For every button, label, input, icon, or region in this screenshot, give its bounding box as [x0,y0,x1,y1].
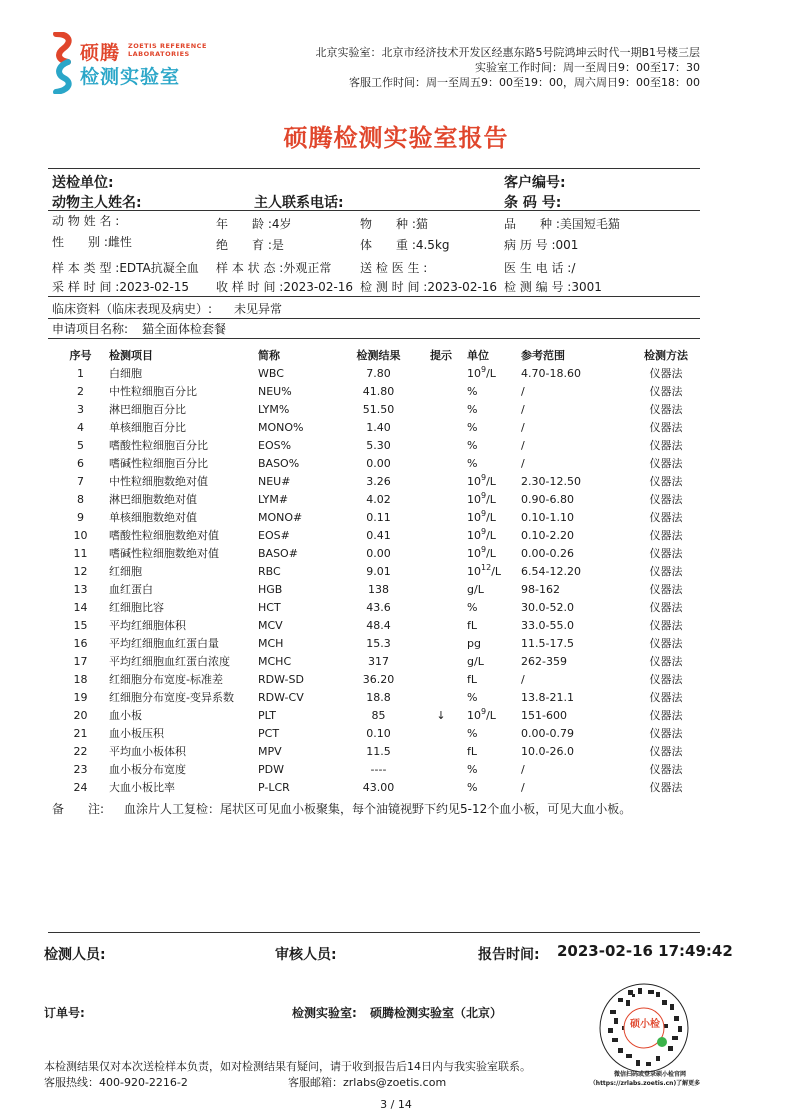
weight-field: 体 重 :4.5kg [360,238,450,252]
cell-abbr: PLT [258,708,276,722]
report-title: 硕腾检测实验室报告 [283,124,509,152]
cell-result: 51.50 [362,402,395,416]
cell-method: 仪器法 [649,367,683,380]
cell-item: 单核细胞百分比 [109,421,186,434]
cell-flag [415,490,467,508]
cell-result: 43.6 [366,600,391,614]
table-header-row [52,346,701,364]
cell-unit: % [467,384,478,398]
doctor-field: 送 检 医 生 : [360,261,428,275]
table-row [52,652,701,670]
project-label: 申请项目名称: [52,322,129,336]
cell-unit: $10^9/L$ [467,544,496,560]
cell-item: 白细胞 [109,367,142,380]
cell-method: 仪器法 [649,673,683,686]
project-value: 猫全面体检套餐 [142,322,227,336]
cell-method: 仪器法 [649,745,683,758]
disclaimer: 本检测结果仅对本次送检样本负责，如对检测结果有疑问，请于收到报告后14日内与我实验室联系。 [44,1060,531,1073]
lab-hours: 实验室工作时间：周一至周日9：00至17：30 [475,61,700,74]
cell-abbr: HCT [258,600,281,614]
cell-method: 仪器法 [649,655,683,668]
cell-result: 11.5 [366,744,391,758]
cell-unit: % [467,726,478,740]
cell-no: 3 [77,402,84,416]
cell-item: 大血小板比率 [109,781,175,794]
cell-abbr: EOS# [258,528,290,542]
cell-abbr: MONO# [258,510,303,524]
cell-method: 仪器法 [649,457,683,470]
cell-result: 18.8 [366,690,391,704]
cell-result: 85 [371,708,386,722]
cell-no: 24 [73,780,88,794]
cell-result: 0.00 [366,456,391,470]
cell-item: 中性粒细胞数绝对值 [109,475,208,488]
tester-label: 检测人员: [44,947,106,963]
cell-unit: $10^9/L$ [467,472,496,488]
cell-method: 仪器法 [649,709,683,722]
test-time-field: 检 测 时 间 :2023-02-16 [360,280,498,294]
cell-range: 30.0-52.0 [521,600,574,614]
remark-text: 血涂片人工复检：尾状区可见血小板聚集，每个油镜视野下约见5-12个血小板，可见大血小板。 [124,802,632,816]
cell-unit: % [467,780,478,794]
cell-abbr: NEU% [258,384,292,398]
cell-no: 5 [77,438,84,452]
cell-range: / [521,438,525,452]
cell-no: 8 [77,492,84,506]
cell-no: 17 [73,654,88,668]
neuter-field: 绝 育 :是 [216,238,284,252]
cell-abbr: NEU# [258,474,291,488]
table-row [52,364,701,382]
cell-range: 98-162 [521,582,560,596]
table-row [52,382,701,400]
cell-flag [415,598,467,616]
cell-item: 平均血小板体积 [109,745,186,758]
cell-flag [415,526,467,544]
cell-result: 0.00 [366,546,391,560]
clinical-label: 临床资料（临床表现及病史）: [52,302,213,316]
cell-method: 仪器法 [649,493,683,506]
table-row [52,724,701,742]
cell-unit: g/L [467,654,484,668]
cell-range: 0.00-0.79 [521,726,574,740]
cell-flag [415,688,467,706]
cell-abbr: RBC [258,564,281,578]
cell-unit: % [467,420,478,434]
cell-abbr: HGB [258,582,283,596]
footer-lab-value: 硕腾检测实验室（北京） [370,1006,503,1020]
cell-method: 仪器法 [649,439,683,452]
cell-item: 嗜酸性粒细胞数绝对值 [109,529,219,542]
cell-range: 0.90-6.80 [521,492,574,506]
sender-label: 送检单位: [52,175,114,191]
cell-flag: ↓ [436,708,446,722]
cell-result: 3.26 [366,474,391,488]
sex-field: 性 别 :雌性 [52,235,132,249]
cell-method: 仪器法 [649,727,683,740]
hotline: 客服热线：400-920-2216-2 [44,1076,188,1089]
service-hours: 客服工作时间：周一至周五9：00至19：00，周六周日9：00至18：00 [349,76,700,89]
cell-unit: % [467,600,478,614]
lab-address: 北京实验室：北京市经济技术开发区经惠东路5号院鸿坤云时代一期B1号楼三层 [315,46,700,59]
clinical-value: 未见异常 [234,302,283,316]
cell-no: 18 [73,672,88,686]
cell-flag [415,382,467,400]
table-row [52,688,701,706]
cell-unit: % [467,762,478,776]
col-unit: 单位 [467,349,489,362]
footer-lab-label: 检测实验室: [292,1006,357,1020]
cell-flag [415,580,467,598]
cell-method: 仪器法 [649,529,683,542]
cell-no: 20 [73,708,88,722]
table-row [52,418,701,436]
cell-unit: % [467,438,478,452]
cell-range: / [521,672,525,686]
cell-no: 19 [73,690,88,704]
cell-result: 5.30 [366,438,391,452]
qr-badge: 硕小检 [630,1019,660,1030]
cell-item: 嗜碱性粒细胞百分比 [109,457,208,470]
cell-flag [415,724,467,742]
cell-abbr: PCT [258,726,280,740]
results-table [52,346,701,796]
col-item: 检测项目 [109,349,153,362]
page-number: 3 / 14 [380,1098,412,1111]
cell-result: 0.11 [366,510,391,524]
cell-unit: $10^9/L$ [467,490,496,506]
cell-item: 红细胞分布宽度-标准差 [109,673,223,686]
cell-unit: % [467,456,478,470]
cell-flag [415,418,467,436]
cell-result: 9.01 [366,564,391,578]
cell-flag [415,652,467,670]
cell-no: 2 [77,384,84,398]
barcode-label: 条 码 号: [504,195,562,211]
cell-unit: $10^{12}/L$ [467,562,502,578]
cell-result: 1.40 [366,420,391,434]
cell-no: 11 [73,546,88,560]
report-time-value: 2023-02-16 17:49:42 [557,942,733,960]
breed-field: 品 种 :美国短毛猫 [504,217,620,231]
cell-method: 仪器法 [649,637,683,650]
cell-abbr: EOS% [258,438,292,452]
table-row [52,454,701,472]
cell-no: 21 [73,726,88,740]
cell-item: 嗜酸性粒细胞百分比 [109,439,208,452]
table-row [52,562,701,580]
cell-flag [415,616,467,634]
cell-flag [415,436,467,454]
col-abbr: 简称 [258,349,280,362]
cell-range: 6.54-12.20 [521,564,581,578]
cell-result: 7.80 [366,366,391,380]
cell-result: 41.80 [362,384,395,398]
cell-flag [415,742,467,760]
cell-no: 15 [73,618,88,632]
owner-name-label: 动物主人姓名: [52,195,142,211]
cell-range: / [521,780,525,794]
cell-method: 仪器法 [649,763,683,776]
cell-method: 仪器法 [649,511,683,524]
brand-name-top: 硕腾 [80,42,121,64]
age-field: 年 龄 :4岁 [216,217,292,231]
cell-range: 4.70-18.60 [521,366,581,380]
cell-unit: g/L [467,582,484,596]
cell-unit: $10^9/L$ [467,364,496,380]
table-row [52,508,701,526]
cell-abbr: MONO% [258,420,304,434]
table-row [52,760,701,778]
cell-no: 16 [73,636,88,650]
col-range: 参考范围 [521,349,565,362]
cell-range: 10.0-26.0 [521,744,574,758]
cell-no: 13 [73,582,88,596]
cell-range: 11.5-17.5 [521,636,574,650]
remark-label: 备 注: [52,802,105,816]
cell-range: / [521,384,525,398]
cell-abbr: WBC [258,366,284,380]
cell-range: / [521,402,525,416]
cell-abbr: LYM# [258,492,289,506]
cell-unit: fL [467,744,478,758]
cell-range: 33.0-55.0 [521,618,574,632]
cell-abbr: MCH [258,636,284,650]
order-no-label: 订单号: [44,1006,85,1020]
cell-result: ---- [370,762,387,776]
cell-method: 仪器法 [649,619,683,632]
cell-abbr: MCHC [258,654,292,668]
cell-method: 仪器法 [649,421,683,434]
zoetis-logo-icon [50,32,78,94]
cell-method: 仪器法 [649,781,683,794]
cell-range: / [521,762,525,776]
qr-caption-line2: （https://zrlabs.zoetis.cn)了解更多 [589,1080,701,1087]
table-row [52,472,701,490]
brand-name-bottom: 检测实验室 [80,66,181,88]
cell-range: 2.30-12.50 [521,474,581,488]
sample-type-field: 样 本 类 型 :EDTA抗凝全血 [52,261,199,275]
cell-flag [415,778,467,796]
cell-item: 淋巴细胞数绝对值 [109,493,197,506]
cell-range: 13.8-21.1 [521,690,574,704]
cell-result: 138 [368,582,389,596]
cell-method: 仪器法 [649,475,683,488]
cell-abbr: BASO% [258,456,300,470]
cell-method: 仪器法 [649,601,683,614]
cell-flag [415,400,467,418]
service-email[interactable]: 客服邮箱：zrlabs@zoetis.com [288,1076,447,1089]
table-row [52,634,701,652]
customer-no-label: 客户编号: [504,175,566,191]
cell-range: 0.00-0.26 [521,546,574,560]
table-row [52,544,701,562]
cell-result: 48.4 [366,618,391,632]
cell-flag [415,454,467,472]
table-row [52,598,701,616]
col-no: 序号 [69,349,92,362]
cell-no: 4 [77,420,84,434]
cell-result: 43.00 [362,780,395,794]
cell-no: 9 [77,510,84,524]
cell-abbr: RDW-CV [258,690,304,704]
cell-no: 14 [73,600,88,614]
cell-range: / [521,456,525,470]
table-row [52,778,701,796]
cell-flag [415,544,467,562]
cell-item: 中性粒细胞百分比 [109,385,197,398]
table-row [52,742,701,760]
table-row [52,616,701,634]
cell-no: 7 [77,474,84,488]
cell-abbr: BASO# [258,546,298,560]
table-row [52,670,701,688]
cell-unit: % [467,402,478,416]
cell-item: 红细胞 [109,565,142,578]
cell-result: 15.3 [366,636,391,650]
table-row [52,436,701,454]
cell-item: 单核细胞数绝对值 [109,511,197,524]
cell-unit: fL [467,672,478,686]
cell-abbr: MPV [258,744,282,758]
sample-state-field: 样 本 状 态 :外观正常 [216,261,332,275]
cell-item: 平均红细胞血红蛋白量 [109,637,219,650]
collect-time-field: 采 样 时 间 :2023-02-15 [52,280,190,294]
table-row [52,706,701,724]
cell-item: 红细胞分布宽度-变异系数 [109,691,234,704]
cell-abbr: MCV [258,618,283,632]
cell-unit: $10^9/L$ [467,508,496,524]
cell-item: 淋巴细胞百分比 [109,403,186,416]
cell-result: 36.20 [362,672,395,686]
table-row [52,400,701,418]
cell-abbr: PDW [258,762,284,776]
cell-no: 22 [73,744,88,758]
table-row [52,580,701,598]
cell-no: 6 [77,456,84,470]
cell-unit: % [467,690,478,704]
owner-phone-label: 主人联系电话: [254,195,344,211]
reviewer-label: 审核人员: [275,947,337,963]
cell-range: 0.10-2.20 [521,528,574,542]
qr-caption-line1: 微信扫码或登录硕小检官网 [613,1071,686,1078]
cell-range: / [521,420,525,434]
cell-no: 23 [73,762,88,776]
table-row [52,526,701,544]
cell-no: 1 [77,366,84,380]
cell-method: 仪器法 [649,691,683,704]
cell-item: 血小板压积 [109,727,164,740]
cell-method: 仪器法 [649,565,683,578]
cell-item: 红细胞比容 [109,601,164,614]
cell-no: 10 [73,528,88,542]
cell-item: 血红蛋白 [109,583,153,596]
cell-result: 0.41 [366,528,391,542]
species-field: 物 种 :猫 [360,217,428,231]
cell-flag [415,472,467,490]
cell-item: 血小板分布宽度 [109,763,186,776]
cell-range: 151-600 [521,708,567,722]
cell-range: 0.10-1.10 [521,510,574,524]
record-field: 病 历 号 :001 [504,238,579,252]
cell-result: 4.02 [366,492,391,506]
test-no-field: 检 测 编 号 :3001 [504,280,602,294]
cell-flag [415,634,467,652]
col-flag: 提示 [430,349,452,362]
table-row [52,490,701,508]
doctor-phone-field: 医 生 电 话 :/ [504,261,576,275]
cell-flag [415,760,467,778]
cell-item: 平均红细胞体积 [109,619,186,632]
cell-abbr: P-LCR [258,780,290,794]
cell-unit: fL [467,618,478,632]
report-time-label: 报告时间: [478,947,540,963]
cell-item: 嗜碱性粒细胞数绝对值 [109,547,219,560]
cell-method: 仪器法 [649,403,683,416]
cell-flag [415,364,467,382]
cell-method: 仪器法 [649,583,683,596]
cell-flag [415,562,467,580]
cell-abbr: RDW-SD [258,672,304,686]
cell-method: 仪器法 [649,547,683,560]
cell-item: 血小板 [109,709,142,722]
col-result: 检测结果 [356,349,401,362]
animal-name-label: 动 物 姓 名 : [52,214,120,228]
cell-unit: $10^9/L$ [467,706,496,722]
cell-abbr: LYM% [258,402,290,416]
brand-name-english: ZOETIS REFERENCE LABORATORIES [128,42,207,58]
cell-result: 0.10 [366,726,391,740]
cell-flag [415,508,467,526]
cell-result: 317 [368,654,389,668]
col-method: 检测方法 [644,349,688,362]
cell-no: 12 [73,564,88,578]
cell-method: 仪器法 [649,385,683,398]
cell-range: 262-359 [521,654,567,668]
cell-unit: pg [467,636,481,650]
cell-unit: $10^9/L$ [467,526,496,542]
receive-time-field: 收 样 时 间 :2023-02-16 [216,280,354,294]
cell-flag [415,670,467,688]
cell-item: 平均红细胞血红蛋白浓度 [109,655,230,668]
